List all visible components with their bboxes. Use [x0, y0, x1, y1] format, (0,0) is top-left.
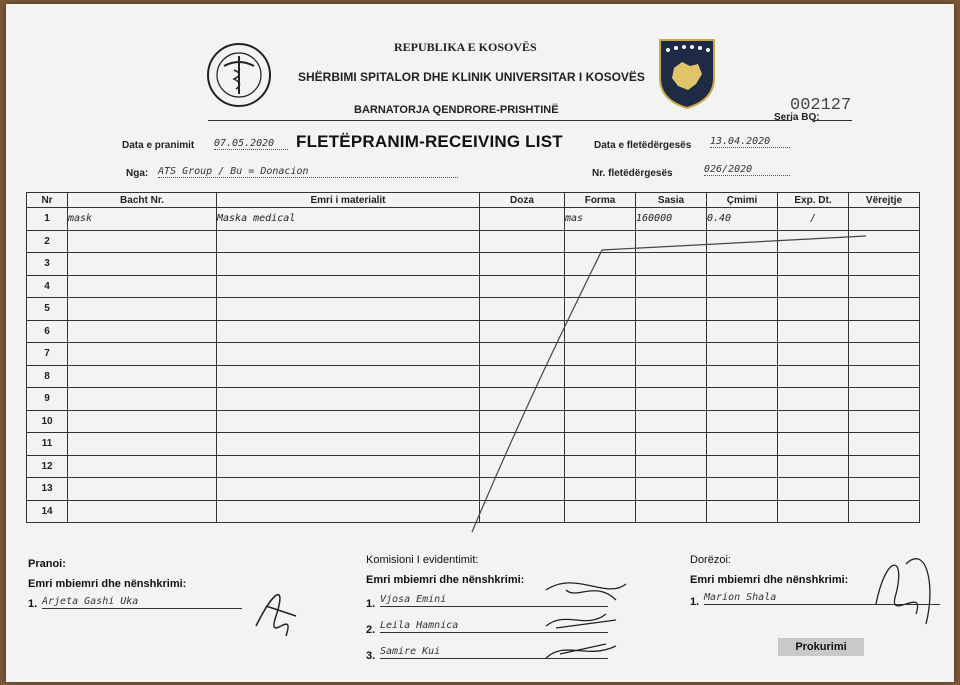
receiving-form	[6, 4, 954, 682]
table-row	[27, 365, 920, 388]
row-number: 2	[27, 230, 68, 253]
serial-label: Seria BQ:	[774, 112, 820, 123]
row-number: 10	[27, 410, 68, 433]
delivered-label: Emri mbiemri dhe nënshkrimi:	[690, 574, 849, 586]
row-number: 6	[27, 320, 68, 343]
dose-cell	[480, 208, 565, 231]
table-header-row	[27, 193, 920, 208]
expiry-cell: /	[778, 208, 849, 231]
delivery-date-label: Data e fletëdërgesës	[594, 140, 692, 151]
commission-entry-3-name: Samire Kui	[380, 646, 608, 659]
received-entry-name: Arjeta Gashi Uka	[42, 596, 242, 609]
row-number: 14	[27, 500, 68, 523]
serial-number: 002127	[790, 96, 852, 115]
row-number: 4	[27, 275, 68, 298]
row-number: 8	[27, 365, 68, 388]
commission-entry-3-number: 3.	[366, 650, 376, 662]
commission-label: Emri mbiemri dhe nënshkrimi:	[366, 574, 525, 586]
notes-cell	[849, 208, 920, 231]
pharmacy-heading: BARNATORJA QENDRORE-PRISHTINË	[354, 104, 559, 116]
commission-entry-2-name: Leila Hamnica	[380, 620, 608, 633]
table-row	[27, 208, 920, 231]
received-heading: Pranoi:	[28, 558, 66, 570]
delivered-signature	[866, 544, 950, 634]
commission-entry-1-name: Vjosa Emini	[380, 594, 608, 607]
col-header-quantity: Sasia	[636, 193, 707, 208]
table-row	[27, 320, 920, 343]
row-number: 7	[27, 343, 68, 366]
row-number: 1	[27, 208, 68, 231]
col-header-nr: Nr	[27, 193, 68, 208]
table-row	[27, 455, 920, 478]
delivered-heading: Dorëzoi:	[690, 554, 731, 566]
kosovo-coat-of-arms-icon	[656, 38, 718, 110]
delivery-number-label: Nr. fletëdërgesës	[592, 168, 673, 179]
table-row	[27, 410, 920, 433]
row-number: 3	[27, 253, 68, 276]
row-number: 5	[27, 298, 68, 321]
table-row	[27, 275, 920, 298]
receipt-date-value: 07.05.2020	[214, 138, 288, 150]
table-row	[27, 388, 920, 411]
table-row	[27, 298, 920, 321]
receipt-date-label: Data e pranimit	[122, 140, 195, 151]
commission-entry-2-number: 2.	[366, 624, 376, 636]
col-header-dose: Doza	[480, 193, 565, 208]
received-label: Emri mbiemri dhe nënshkrimi:	[28, 578, 187, 590]
table-row	[27, 478, 920, 501]
table-row	[27, 500, 920, 523]
delivered-entry-name: Marion Shala	[704, 592, 940, 605]
table-row	[27, 343, 920, 366]
page-title: FLETËPRANIM-RECEIVING LIST	[296, 132, 563, 151]
table-row	[27, 253, 920, 276]
row-number: 11	[27, 433, 68, 456]
col-header-form: Forma	[565, 193, 636, 208]
table-row	[27, 433, 920, 456]
col-header-price: Çmimi	[707, 193, 778, 208]
form-cell: mas	[565, 208, 636, 231]
items-table	[26, 192, 920, 523]
received-signature	[246, 576, 306, 656]
commission-signatures	[536, 570, 646, 666]
hospital-seal-icon	[206, 42, 272, 108]
commission-entry-1-number: 1.	[366, 598, 376, 610]
commission-heading: Komisioni I evidentimit:	[366, 554, 479, 566]
row-number: 12	[27, 455, 68, 478]
col-header-batch: Bacht Nr.	[68, 193, 217, 208]
republic-heading: REPUBLIKA E KOSOVËS	[394, 40, 537, 54]
material-cell: Maska medical	[217, 208, 480, 231]
col-header-material: Emri i materialit	[217, 193, 480, 208]
serial-underline	[814, 120, 852, 121]
from-label: Nga:	[126, 168, 149, 179]
price-cell: 0.40	[707, 208, 778, 231]
service-heading: SHËRBIMI SPITALOR DHE KLINIK UNIVERSITAR I KOSOVËS	[298, 70, 645, 84]
received-entry-number: 1.	[28, 598, 38, 610]
col-header-expiry: Exp. Dt.	[778, 193, 849, 208]
delivery-number-value: 026/2020	[704, 164, 790, 176]
procurement-badge: Prokurimi	[778, 638, 864, 656]
row-number: 13	[27, 478, 68, 501]
col-header-notes: Vërejtje	[849, 193, 920, 208]
from-value: ATS Group / Bu = Donacion	[158, 166, 458, 178]
row-number: 9	[27, 388, 68, 411]
delivered-entry-number: 1.	[690, 596, 700, 608]
table-row	[27, 230, 920, 253]
quantity-cell: 160000	[636, 208, 707, 231]
header-divider	[208, 120, 792, 121]
batch-cell: mask	[68, 208, 217, 231]
delivery-date-value: 13.04.2020	[710, 136, 790, 148]
